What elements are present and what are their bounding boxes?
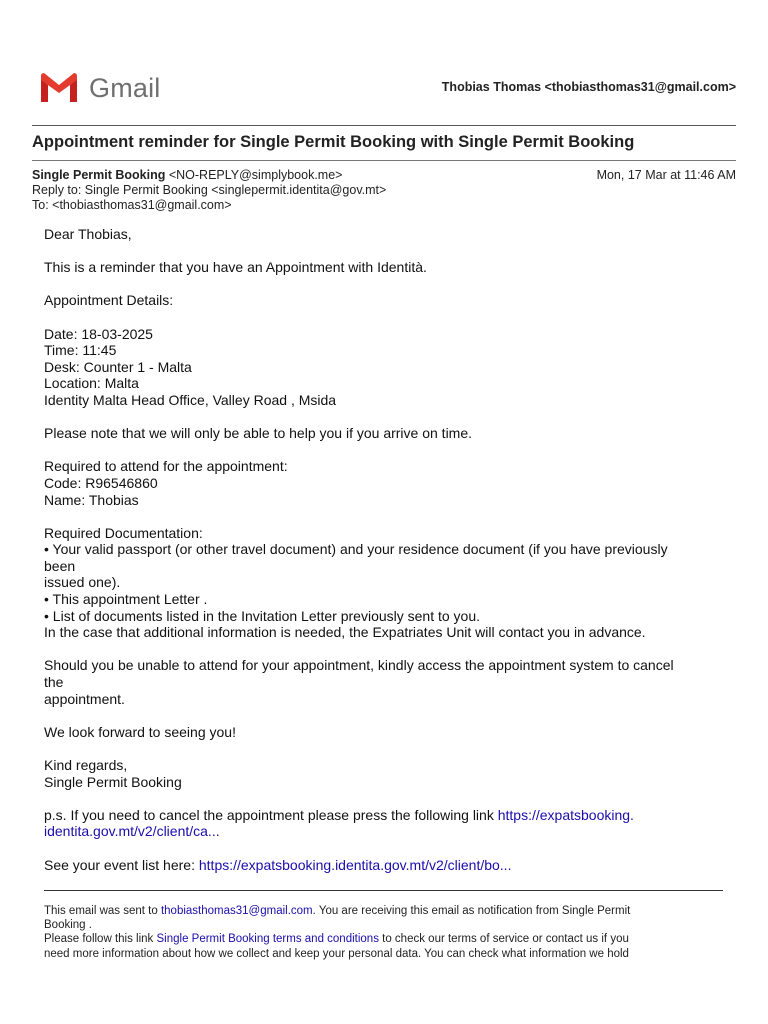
ps-text: p.s. If you need to cancel the appointment please press the following link	[44, 806, 498, 823]
doc-item-letter: • This appointment Letter .	[44, 591, 208, 608]
sent-prefix: This email was sent to	[44, 905, 161, 917]
footer-sent-notice	[44, 904, 724, 932]
sent-suffix: . You are receiving this email as notification from Single Permit	[312, 905, 631, 917]
follow-suffix-end: need more information about how we collect and keep your personal data. You can check what information we hold	[44, 947, 629, 960]
contact-note: In the case that additional information is needed, the Expatriates Unit will contact you in advance.	[44, 624, 646, 641]
terms-link[interactable]: Single Permit Booking terms and conditions	[156, 933, 379, 946]
ps-note	[44, 807, 724, 840]
greeting: Dear Thobias,	[44, 226, 132, 242]
event-list-link[interactable]: https://expatsbooking.identita.gov.mt/v2/client/bo...	[198, 856, 512, 873]
doc-item-passport-end: issued one).	[44, 574, 121, 591]
attendee-name: Name: Thobias	[44, 491, 139, 508]
appointment-address: Identity Malta Head Office, Valley Road , Msida	[44, 391, 337, 408]
email-meta	[32, 168, 736, 213]
cancel-link-part1[interactable]: https://expatsbooking.	[497, 806, 634, 823]
documentation-section	[44, 525, 724, 641]
gmail-wordmark: Gmail	[89, 73, 161, 103]
appointment-time: Time: 11:45	[44, 342, 117, 359]
follow-suffix: to check our terms of service or contact us if you	[378, 933, 629, 946]
appointment-date: Date: 18-03-2025	[44, 325, 153, 342]
reply-to-line: Reply to: Single Permit Booking <singlepermit.identita@gov.mt>	[32, 183, 387, 197]
booking-code: Code: R96546860	[44, 474, 158, 491]
events-text: See your event list here:	[44, 856, 199, 873]
to-line: To: <thobiasthomas31@gmail.com>	[32, 198, 232, 212]
footer-divider	[44, 890, 723, 891]
sender-name: Single Permit Booking	[32, 168, 166, 182]
doc-item-passport: • Your valid passport (or other travel document) and your residence document (if you have previously	[44, 541, 668, 558]
gmail-m-icon	[38, 72, 80, 104]
divider	[32, 160, 736, 161]
divider	[32, 125, 736, 126]
doc-item-invitation: • List of documents listed in the Invitation Letter previously sent to you.	[44, 607, 481, 624]
account-name: Thobias Thomas <thobiasthomas31@gmail.com>	[441, 80, 736, 94]
cancel-text-end: appointment.	[44, 690, 125, 707]
signoff	[44, 757, 724, 790]
follow-prefix: Please follow this link	[44, 933, 157, 946]
required-heading: Required to attend for the appointment:	[44, 458, 288, 475]
email-date: Mon, 17 Mar at 11:46 AM	[596, 168, 736, 182]
print-header	[32, 66, 736, 110]
doc-item-passport-cont: been	[44, 557, 76, 574]
events-note	[44, 857, 724, 874]
gmail-logo	[38, 72, 161, 104]
email-subject: Appointment reminder for Single Permit Booking with Single Permit Booking	[32, 133, 635, 151]
attendance-requirements	[44, 458, 724, 508]
cancel-text-cont: the	[44, 674, 64, 691]
email-footer	[44, 904, 724, 961]
signature: Single Permit Booking	[44, 773, 182, 790]
appointment-details	[44, 326, 724, 409]
recipient-email-link[interactable]: thobiasthomas31@gmail.com	[160, 905, 313, 917]
docs-heading: Required Documentation:	[44, 524, 203, 541]
sent-suffix-end: Booking .	[44, 919, 92, 932]
cancel-link-part2[interactable]: identita.gov.mt/v2/client/ca...	[44, 823, 220, 840]
closing-line: We look forward to seeing you!	[44, 723, 236, 740]
sender-address: <NO-REPLY@simplybook.me>	[168, 168, 343, 182]
details-heading: Appointment Details:	[44, 292, 174, 309]
regards: Kind regards,	[44, 757, 128, 773]
cancel-instructions	[44, 657, 724, 707]
footer-terms-notice	[44, 932, 724, 960]
appointment-location: Location: Malta	[44, 375, 139, 392]
email-body	[44, 226, 724, 890]
appointment-desk: Desk: Counter 1 - Malta	[44, 358, 192, 375]
cancel-text: Should you be unable to attend for your appointment, kindly access the appointment system to cancel	[44, 657, 674, 674]
punctuality-note: Please note that we will only be able to help you if you arrive on time.	[44, 425, 473, 442]
intro-text: This is a reminder that you have an Appointment with Identità.	[44, 259, 427, 276]
